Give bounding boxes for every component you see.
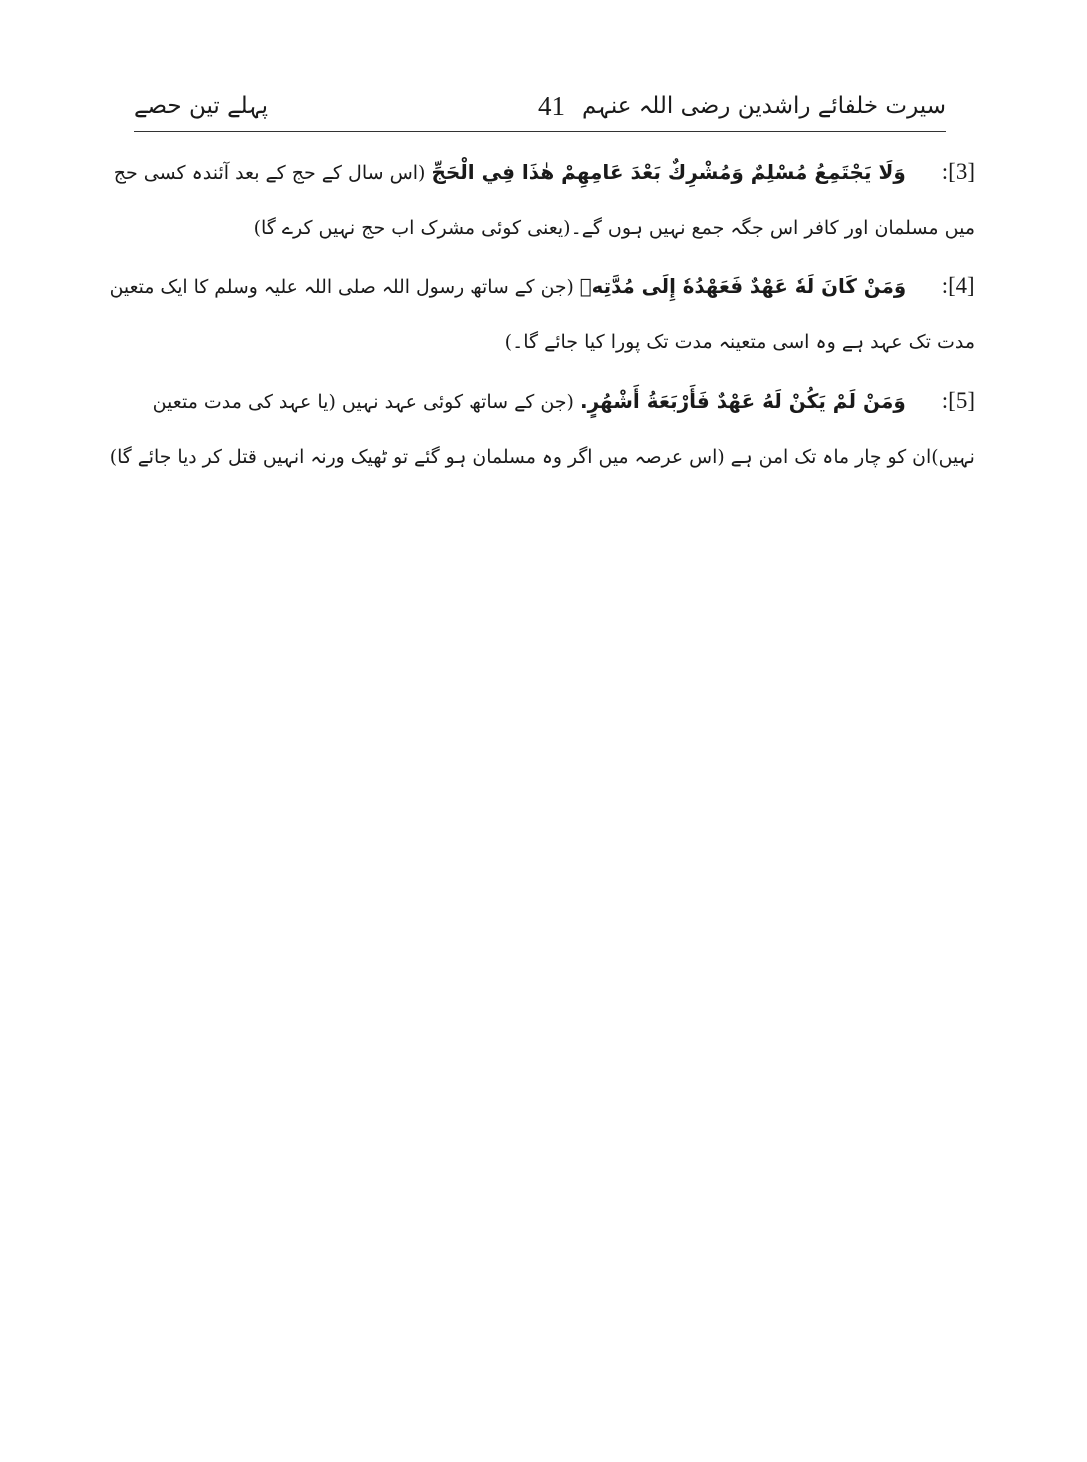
entry-4-translation-2: مدت تک عہد ہے وہ اسی متعینہ مدت تک پورا کیا جائے گا۔) — [504, 331, 975, 353]
entry-4-translation-1: (جن کے ساتھ رسول اللہ صلی اللہ علیہ وسلم کا ایک متعین — [109, 276, 575, 298]
entry-3-line-2 — [254, 214, 975, 242]
page-header — [134, 92, 946, 132]
entry-4-line-2 — [505, 328, 975, 356]
entry-5-line-2 — [110, 443, 975, 471]
book-title: سیرت خلفائے راشدین رضی اللہ عنہم — [582, 93, 946, 119]
entry-4-line-1 — [110, 272, 975, 301]
entry-5-translation-1: (جن کے ساتھ کوئی عہد نہیں (یا عہد کی مدت متعین — [152, 391, 574, 413]
entry-5-translation-2: نہیں)ان کو چار ماہ تک امن ہے (اس عرصہ میں اگر وہ مسلمان ہو گئے تو ٹھیک ورنہ انہیں قتل کر دیا جائے گا) — [109, 446, 975, 468]
entry-5-line-1 — [153, 387, 975, 416]
entry-3-translation-2: میں مسلمان اور کافر اس جگہ جمع نہیں ہوں گے۔(یعنی کوئی مشرک اب حج نہیں کرے گا) — [253, 217, 975, 239]
entry-3-translation-1: (اس سال کے حج کے بعد آئندہ کسی حج — [113, 162, 426, 184]
entry-3-line-1 — [114, 158, 975, 187]
entry-5-number: [5]: — [941, 388, 975, 413]
page-number: 41 — [538, 91, 565, 121]
entry-3-arabic: وَلَا يَجْتَمِعُ مُسْلِمٌ وَمُشْرِكٌ بَعْدَ عَامِهِمْ هٰذَا فِي الْحَجِّ — [431, 160, 906, 184]
header-divider — [134, 131, 946, 132]
entry-3-number: [3]: — [941, 159, 975, 184]
part-label: پہلے تین حصے — [134, 93, 269, 119]
entry-4-arabic: وَمَنْ كَانَ لَهٗ عَهْدٌ فَعَهْدُهٗ إِلَى مُدَّتِهٖ — [580, 274, 907, 298]
entry-5-arabic: وَمَنْ لَمْ يَكُنْ لَهُ عَهْدٌ فَأَرْبَعَةُ أَشْهُرٍ. — [579, 389, 906, 413]
entry-4-number: [4]: — [942, 273, 975, 298]
